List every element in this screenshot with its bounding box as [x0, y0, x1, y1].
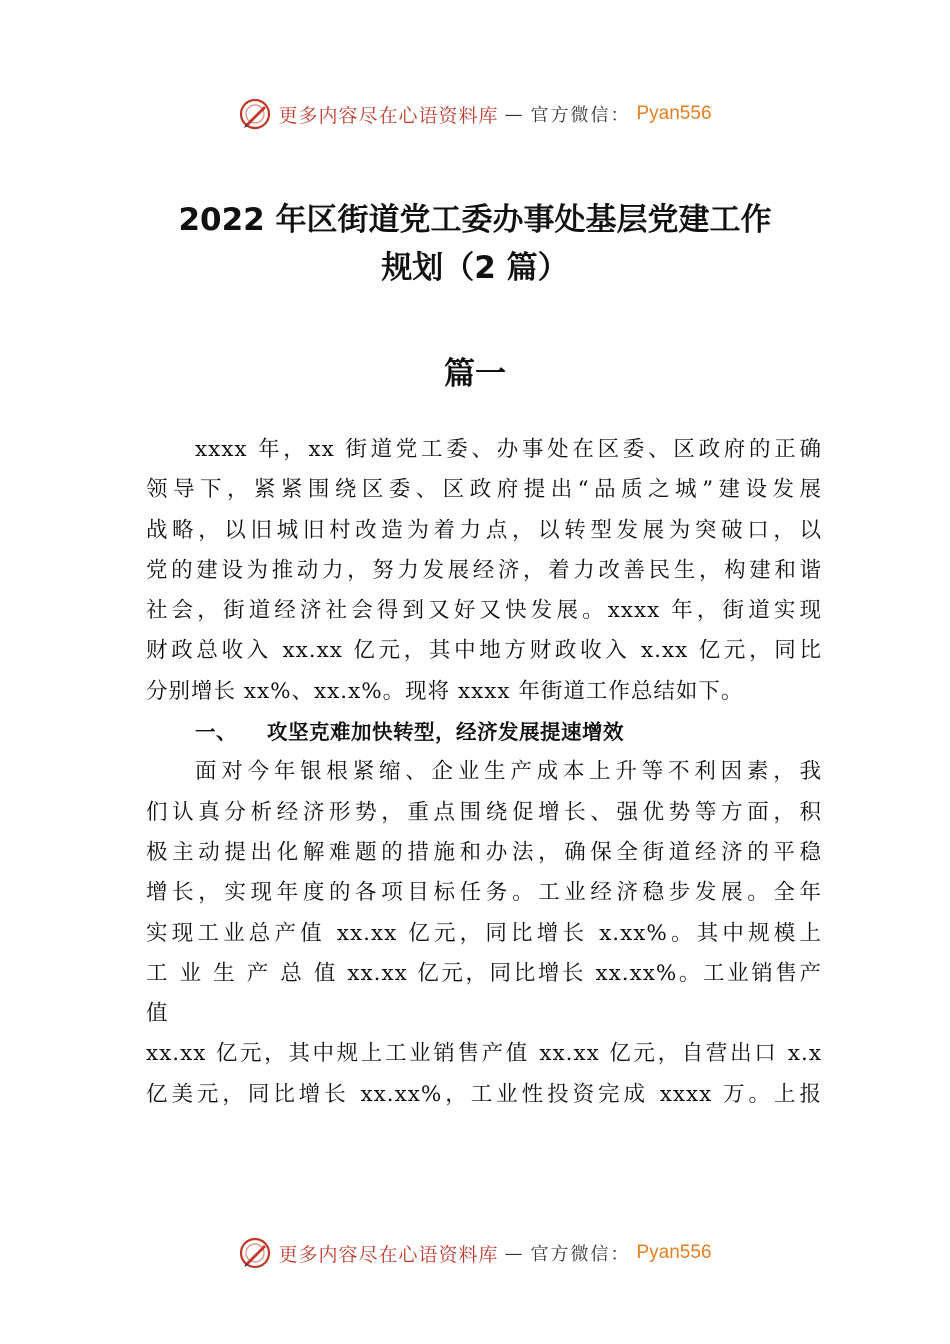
- paragraph-line: 财政总收入 xx.xx 亿元，其中地方财政收入 x.xx 亿元，同比: [146, 638, 822, 664]
- heading-text: 攻坚克难加快转型，经济发展提速增效: [267, 720, 624, 745]
- header-wechat-id: Pyan556: [636, 103, 712, 124]
- paragraph-line: 战略，以旧城旧村改造为着力点，以转型发展为突破口，以: [146, 517, 822, 543]
- paragraph-line: 面对今年银根紧缩、企业生产成本上升等不利因素，我: [195, 759, 822, 785]
- paragraph-line: xxxx 年，xx 街道党工委、办事处在区委、区政府的正确: [195, 437, 822, 462]
- footer-dash: —: [504, 1242, 525, 1264]
- pen-logo-icon: [238, 97, 272, 131]
- section-heading-1: [146, 712, 822, 752]
- title-line-1: 2022 年区街道党工委办事处基层党建工作: [178, 202, 772, 238]
- heading-number: 一、: [195, 720, 237, 745]
- header-banner: [0, 94, 950, 134]
- footer-wechat-id: Pyan556: [636, 1242, 712, 1263]
- footer-brand-text: 更多内容尽在心语资料库: [278, 1243, 499, 1266]
- paragraph-line: 极主动提出化解难题的措施和办法，确保全街道经济的平稳: [146, 839, 822, 865]
- footer-wechat-label: 官方微信：: [530, 1244, 631, 1265]
- footer-banner: [0, 1233, 950, 1273]
- paragraph-line: 工 业 生 产 总 值 xx.xx 亿元，同比增长 xx.xx%。工业销售产: [146, 960, 822, 986]
- paragraph-line: 党的建设为推动力，努力发展经济，着力改善民生，构建和谐: [146, 557, 822, 583]
- title-line-2: 规划（2 篇）: [381, 250, 569, 286]
- paragraph-line: 分别增长 xx%、xx.x%。现将 xxxx 年街道工作总结如下。: [146, 678, 744, 704]
- header-dash: —: [504, 103, 525, 125]
- paragraph-line: 亿美元，同比增长 xx.xx%，工业性投资完成 xxxx 万。上报: [146, 1081, 822, 1107]
- document-body: [146, 430, 822, 1115]
- paragraph-line: 们认真分析经济形势，重点围绕促增长、强优势等方面，积: [146, 799, 822, 825]
- pen-logo-icon: [238, 1236, 272, 1270]
- paragraph-line: 社会，街道经济社会得到又好又快发展。xxxx 年，街道实现: [146, 598, 822, 624]
- header-wechat-label: 官方微信：: [530, 105, 631, 126]
- paragraph-line: 值: [146, 1001, 169, 1027]
- paragraph-line: 增长，实现年度的各项目标任务。工业经济稳步发展。全年: [146, 880, 822, 906]
- document-title: [120, 196, 830, 292]
- paragraph-line: 实现工业总产值 xx.xx 亿元，同比增长 x.xx%。其中规模上: [146, 920, 822, 946]
- paragraph-line: 领导下，紧紧围绕区委、区政府提出“品质之城”建设发展: [146, 477, 822, 503]
- header-brand-text: 更多内容尽在心语资料库: [278, 104, 499, 127]
- section-title: 篇一: [444, 356, 506, 392]
- paragraph-line: xx.xx 亿元，其中规上工业销售产值 xx.xx 亿元，自营出口 x.x: [146, 1041, 822, 1067]
